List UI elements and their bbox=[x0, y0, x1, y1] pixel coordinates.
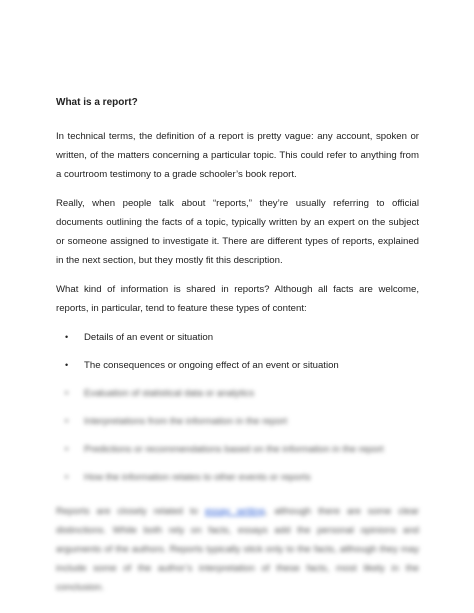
essay-writing-link[interactable]: essay writing bbox=[204, 506, 265, 517]
paragraph-text-before-link: Reports are closely related to bbox=[56, 506, 205, 517]
list-item-text: Details of an event or situation bbox=[84, 332, 214, 343]
paragraph-content-types: What kind of information is shared in reports? Although all facts are welcome, reports, in particular, tend to feature these types of content: bbox=[56, 284, 419, 314]
list-item bbox=[56, 328, 419, 356]
list-item-text: Interpretations from the information in the report bbox=[84, 416, 288, 427]
content-types-list bbox=[56, 328, 419, 496]
bullet-icon: • bbox=[65, 388, 69, 398]
paragraph-blurred-essay bbox=[56, 502, 419, 597]
blurred-list-item bbox=[56, 440, 419, 468]
paragraph-definition: In technical terms, the definition of a report is pretty vague: any account, spoken or written, of the matters concerning a particular topic. This could refer to anything from a courtroom testimony to a grade schooler’s book report. bbox=[56, 131, 419, 180]
bullet-icon: • bbox=[65, 332, 69, 342]
document-body bbox=[56, 96, 419, 607]
bullet-icon: • bbox=[65, 444, 69, 454]
bullet-icon: • bbox=[65, 472, 69, 482]
paragraph-text-after-link: , although there are some clear distinctions. While both rely on facts, essays add the personal opinions and arguments of the authors. Reports typically stick only to the facts, although they may include some of the author’s interpretation of these facts, most likely in the conclusion. bbox=[56, 506, 419, 593]
bullet-icon: • bbox=[65, 360, 69, 370]
list-item-text: Predictions or recommendations based on the information in the report bbox=[84, 444, 384, 455]
section-heading: What is a report? bbox=[56, 97, 138, 108]
blurred-list-item bbox=[56, 412, 419, 440]
list-item-text: Evaluation of statistical data or analytics bbox=[84, 388, 255, 399]
list-item-text: The consequences or ongoing effect of an event or situation bbox=[84, 360, 339, 371]
bullet-icon: • bbox=[65, 416, 69, 426]
blurred-list-item bbox=[56, 468, 419, 496]
list-item-text: How the information relates to other events or reports bbox=[84, 472, 311, 483]
blurred-list-item bbox=[56, 384, 419, 412]
paragraph-official-documents: Really, when people talk about “reports,” they’re usually referring to official documents outlining the facts of a topic, typically written by an expert on the subject or someone assigned to investigate it. There are different types of reports, explained in the next section, but they mostly fit this description. bbox=[56, 198, 419, 266]
list-item bbox=[56, 356, 419, 384]
